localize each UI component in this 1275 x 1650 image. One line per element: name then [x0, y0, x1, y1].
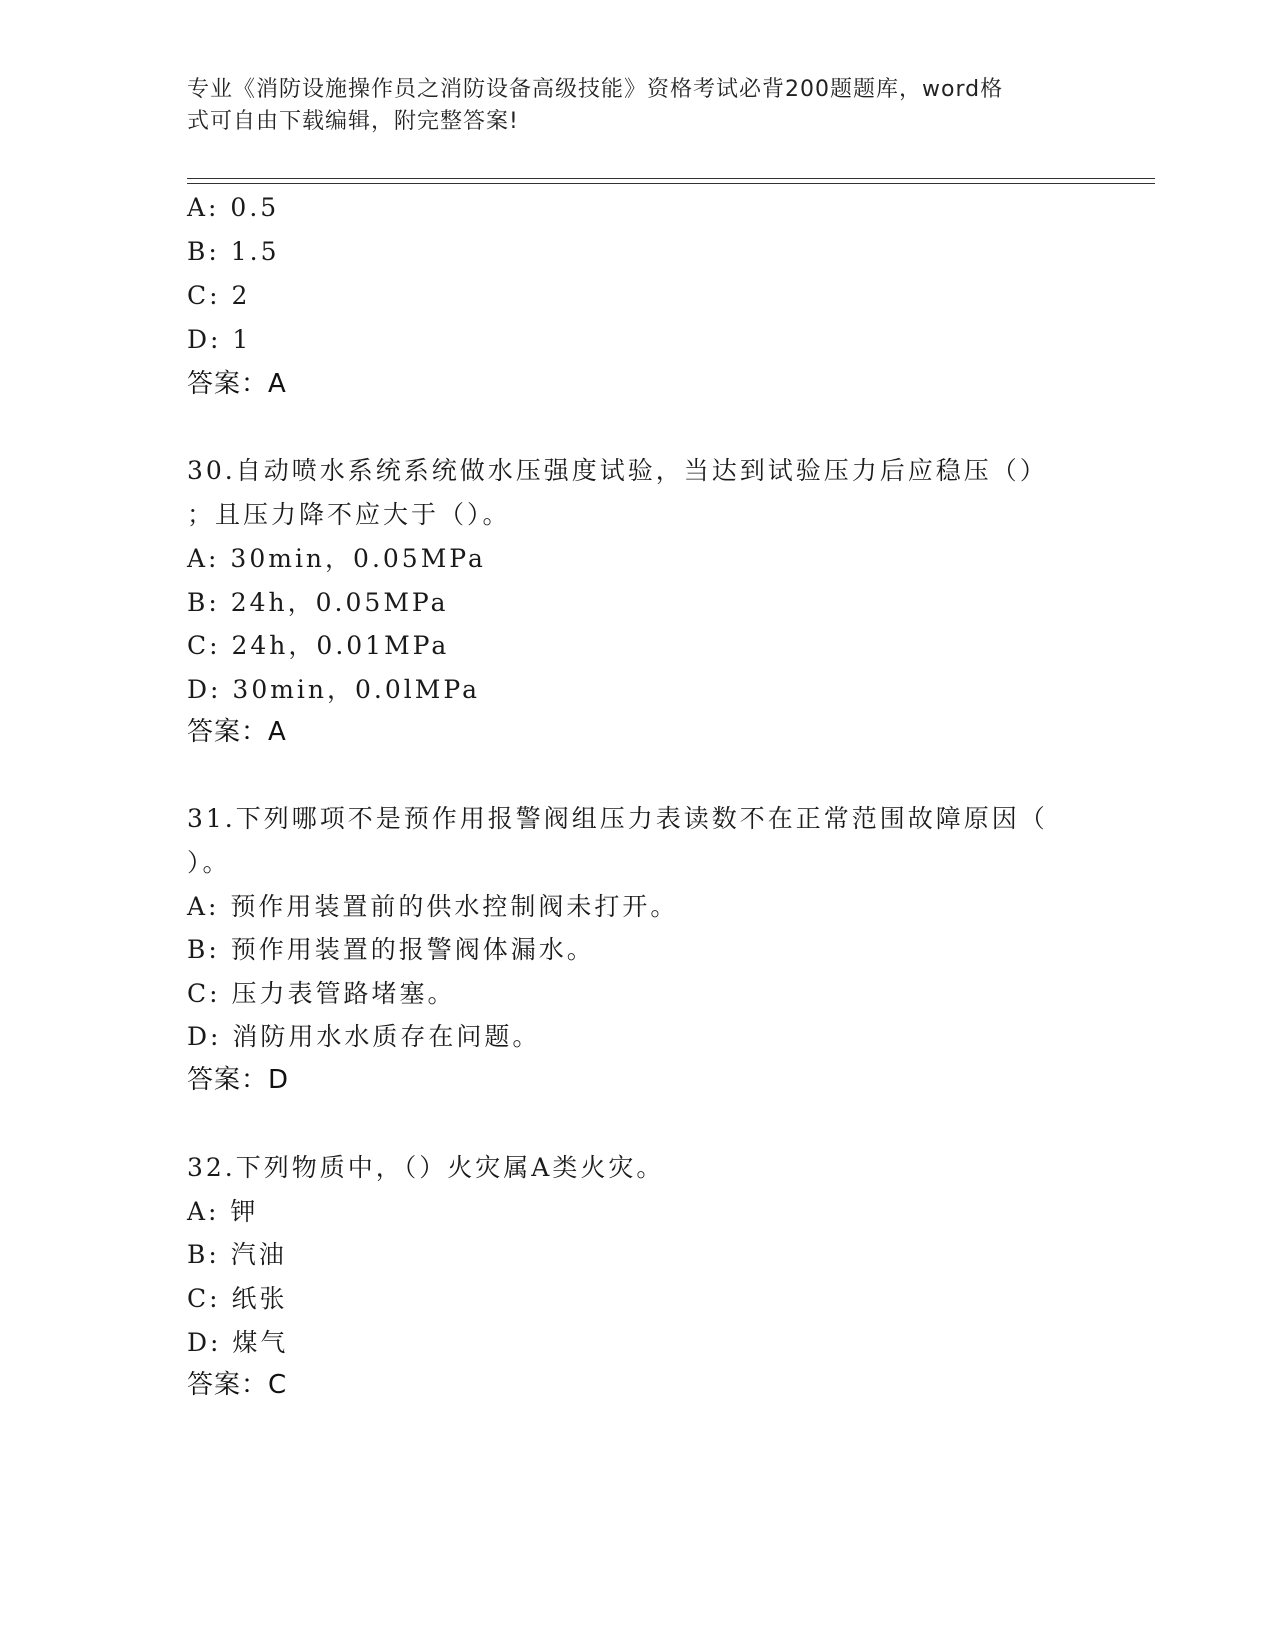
- q31-option-a: A: 预作用装置前的供水控制阀未打开。: [187, 892, 679, 921]
- q30-option-a: A: 30min，0.05MPa: [187, 544, 486, 573]
- q30-option-c: C: 24h，0.01MPa: [187, 631, 450, 660]
- header-divider-top: [187, 178, 1155, 179]
- q30-stem-line-2: ；且压力降不应大于（）。: [187, 500, 511, 529]
- q31-stem-line-2: ）。: [187, 848, 231, 877]
- prev-option-a: A: 0.5: [187, 193, 280, 222]
- q31-option-d: D: 消防用水水质存在问题。: [187, 1022, 541, 1051]
- q32-option-a: A: 钾: [187, 1197, 259, 1226]
- document-header: [187, 74, 1067, 138]
- prev-option-b: B: 1.5: [187, 237, 280, 266]
- prev-option-c: C: 2: [187, 281, 251, 310]
- q32-option-d: D: 煤气: [187, 1328, 289, 1357]
- q31-option-b: B: 预作用装置的报警阀体漏水。: [187, 935, 595, 964]
- q31-option-c: C: 压力表管路堵塞。: [187, 979, 456, 1008]
- q32-option-c: C: 纸张: [187, 1284, 288, 1313]
- q30-answer: 答案：A: [187, 717, 287, 747]
- q31-stem-line-1: 31.下列哪项不是预作用报警阀组压力表读数不在正常范围故障原因（: [187, 804, 1048, 833]
- q32-stem-line-1: 32.下列物质中，（）火灾属A类火灾。: [187, 1153, 665, 1182]
- q30-option-b: B: 24h，0.05MPa: [187, 588, 449, 617]
- header-line-2: 式可自由下载编辑，附完整答案!: [187, 109, 519, 134]
- q30-stem-line-1: 30.自动喷水系统系统做水压强度试验，当达到试验压力后应稳压（）: [187, 456, 1048, 485]
- prev-answer: 答案：A: [187, 369, 287, 399]
- header-line-1: 专业《消防设施操作员之消防设备高级技能》资格考试必背200题题库，word格: [187, 77, 1004, 102]
- q30-option-d: D: 30min，0.0lMPa: [187, 675, 480, 704]
- q32-answer: 答案：C: [187, 1370, 288, 1400]
- prev-option-d: D: 1: [187, 325, 252, 354]
- q32-option-b: B: 汽油: [187, 1240, 287, 1269]
- q31-answer: 答案：D: [187, 1065, 290, 1095]
- header-divider-bottom: [187, 183, 1155, 184]
